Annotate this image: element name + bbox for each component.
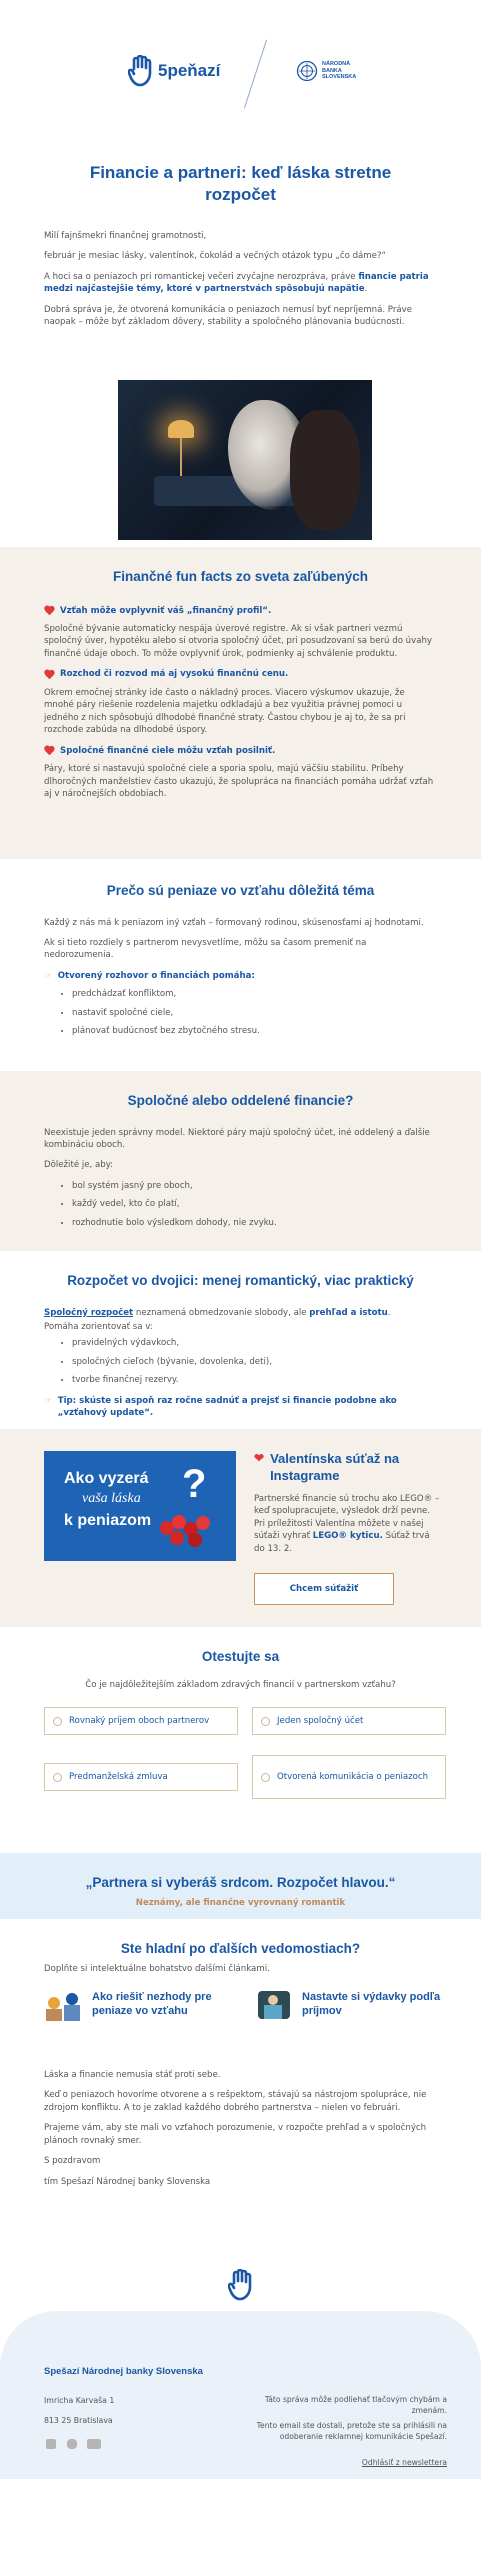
heart-icon <box>44 606 54 616</box>
radio-icon <box>261 1773 270 1782</box>
footer-notice-1: Táto správa môže podliehať tlačovým chybám a zmenám. <box>264 2395 447 2415</box>
quiz-section <box>0 1627 481 1853</box>
footer-org: Spešazí Národnej banky Slovenska <box>44 2366 203 2377</box>
nbs-emblem-icon <box>296 60 318 82</box>
quiz-question: Čo je najdôležitejším základom zdravých financií v partnerskom vzťahu? <box>85 1680 396 1690</box>
budget-section: Rozpočet vo dvojici: menej romantický, viac praktický Spoločný rozpočet neznamená obmedzovanie slobody, ale prehľad a istotu. Pomáha zorientovať sa v: • pravidelných výdavkoch, • spoločných cieľoch (bývanie, dovolenka, deti), • tvorbe finančnej rezervy. ☞ Tip: skúste si aspoň raz ročne sadnúť a prejsť si financie podobne ako „vzťahový update“. <box>0 1251 481 1429</box>
why-section: Prečo sú peniaze vo vzťahu dôležitá téma Každý z nás má k peniazom iný vzťah – formovaný rodinou, skúsenosťami aj hodnotami. Ak si tieto rozdiely s partnerom nevysvetlíme, môžu sa časom premeniť na nedorozumenia. ☞ Otvorený rozhovor o financiách pomáha: • predchádzať konfliktom, • nastaviť spoločné ciele, • plánovať budúcnosť bez zbytočného stresu. <box>0 859 481 1071</box>
contest-button[interactable]: Chcem súťažiť <box>254 1573 394 1605</box>
radio-icon <box>53 1717 62 1726</box>
why-title: Prečo sú peniaze vo vzťahu dôležitá téma <box>106 883 375 898</box>
heart-icon <box>44 670 54 680</box>
love-letter-icon: ❤ <box>254 1451 265 1465</box>
couple-arguing-icon <box>44 1985 84 2023</box>
banner-question-mark: ? <box>182 1462 207 1506</box>
hand-icon <box>228 2269 254 2301</box>
intro-p2: A hoci sa o peniazoch pri romantickej večeri zvyčajne nerozpráva, práve financie patria medzi najčastejšie témy, ktoré v partnerstvách spôsobujú napätie. <box>44 271 429 295</box>
joint-title: Spoločné alebo oddelené financie? <box>127 1093 354 1108</box>
footer-logo <box>0 2257 481 2311</box>
joint-list: • bol systém jasný pre oboch, • každý vedel, kto čo platí, • rozhodnutie bolo výsledkom dohody, nie zvyku. <box>44 1180 437 1229</box>
heart-icon <box>44 746 54 756</box>
contest-title: ❤ Valentínska súťaž na Instagrame <box>254 1451 400 1483</box>
intro-p3: Dobrá správa je, že otvorená komunikácia o peniazoch nemusí byť nepríjemná. Práve naopak – môže byť základom dôvery, stability a spoločného plánovania budúcnosti. <box>44 304 413 328</box>
fact-item: Vzťah môže ovplyvniť váš „finančný profil“. Spoločné bývanie automaticky nespája úverové registre. Ak si však partneri vezmú spoločný úver, hypotéku alebo si otvoria spoločný účet, pri posudzovaní sa berú do úvahy finančné údaje oboch. To môže ovplyvniť úrok, podmienky aj schválenie produktu. <box>44 605 433 659</box>
fact-item: Spoločné finančné ciele môžu vzťah posilniť. Páry, ktoré si nastavujú spoločné ciele a sporia spolu, majú väčšiu stabilitu. Príbehy dlhoročných manželstiev často ukazujú, že spolupráca na financiách pomáha udržať vzťah aj v náročnejších obdobiach. <box>44 745 434 799</box>
hand-pointing-icon: ☞ <box>44 1395 52 1406</box>
more-subtitle: Doplňte si intelektuálne bohatstvo ďalšími článkami. <box>44 1964 270 1974</box>
header-divider <box>244 40 267 109</box>
contest-section <box>0 1429 481 1627</box>
page-title: Financie a partneri: keď láska stretne rozpočet <box>89 163 392 205</box>
radio-icon <box>53 1773 62 1782</box>
radio-icon <box>261 1717 270 1726</box>
hero-image <box>0 352 481 547</box>
nbs-logo[interactable] <box>296 60 356 82</box>
greeting: Milí fajnšmekri finančnej gramotnosti, <box>44 231 207 241</box>
quote-author: Neznámy, ale finančne vyrovnaný romantik <box>135 1897 346 1908</box>
budget-title: Rozpočet vo dvojici: menej romantický, viac praktický <box>67 1273 414 1288</box>
contest-desc: Partnerské financie sú trochu ako LEGO® – keď spolupracujete, výsledok drží pevne. Pri príležitosti Valentína môžete v našej súťaži vyhrať LEGO® kyticu. Súťaž trvá do 13. 2. <box>254 1493 440 1554</box>
more-title: Ste hladní po ďalších vedomostiach? <box>120 1941 361 1956</box>
contest-text <box>254 1451 440 1563</box>
budget-list: • pravidelných výdavkoch, • spoločných cieľoch (bývanie, dovolenka, deti), • tvorbe finančnej rezervy. <box>44 1337 437 1386</box>
more-section <box>0 1919 481 2061</box>
quiz-option[interactable]: Jeden spoločný účet <box>252 1707 446 1735</box>
article-title: Nastavte si výdavky podľa príjmov <box>302 1990 441 2017</box>
banner-line-2: vaša láska <box>82 1491 141 1506</box>
intro <box>0 222 481 352</box>
unsubscribe-link[interactable]: Odhlásiť z newslettera <box>361 2458 447 2467</box>
article-card[interactable] <box>44 1985 244 2023</box>
brand-logo-text: 5peňazí <box>158 60 221 80</box>
instagram-icon[interactable] <box>67 2439 77 2449</box>
why-list: • predchádzať konfliktom, • nastaviť spoločné ciele, • plánovať budúcnosť bez zbytočného stresu. <box>44 988 437 1037</box>
quote-text: „Partnera si vyberáš srdcom. Rozpočet hlavou.“ <box>85 1875 396 1890</box>
banner-line-1: Ako vyzerá <box>64 1470 149 1487</box>
facebook-icon[interactable] <box>46 2439 56 2449</box>
hand-pointing-icon: ☞ <box>44 970 52 981</box>
quiz-option[interactable]: Rovnaký príjem oboch partnerov <box>44 1707 238 1735</box>
rose-bouquet-icon <box>156 1513 218 1553</box>
quiz-option[interactable]: Otvorená komunikácia o peniazoch <box>252 1755 446 1799</box>
closing-section: Láska a financie nemusia stáť proti sebe. Keď o peniazoch hovoríme otvorene a s rešpektom, stávajú sa nástrojom spolupráce, nie zdrojom konfliktu. A to je zaklad každého dobrého partnerstva – nielen vo februári. Prajeme vám, aby ste mali vo vzťahoch porozumenie, v rozpočte prehľad a v spoločných plánoch rovnaký smer. S pozdravom tím Spešazí Národnej banky Slovenska <box>44 2070 427 2187</box>
banner-line-3: k peniazom <box>64 1512 152 1529</box>
footer-social <box>46 2439 109 2453</box>
fun-facts-section <box>0 547 481 859</box>
nbs-logo-text: NÁRODNÁ BANKA SLOVENSKA <box>322 60 357 81</box>
joint-budget-link[interactable]: Spoločný rozpočet <box>44 1307 134 1318</box>
brand-logo[interactable] <box>128 55 220 87</box>
fact-item: Rozchod či rozvod má aj vysokú finančnú cenu. Okrem emočnej stránky ide často o nákladný proces. Viacero výskumov ukazuje, že mnohé páry riešenie rozdelenia majetku odkladajú a bez využitia právnej pomoci u jedného z nich spôsobujú dlhodobé finančné straty. Častou chybou je aj to, že sa pri rozchode zabúda na dlhodobé úspory. <box>44 669 406 736</box>
quiz-option[interactable]: Predmanželská zmluva <box>44 1763 238 1791</box>
header <box>0 0 481 160</box>
quote-section <box>0 1853 481 1919</box>
joint-finances-section: Spoločné alebo oddelené financie? Neexistuje jeden správny model. Niektoré páry majú spoločný účet, iné oddelený a ďalšie kombináciu oboch. Dôležité je, aby: • bol systém jasný pre oboch, • každý vedel, kto čo platí, • rozhodnutie bolo výsledkom dohody, nie zvyku. <box>0 1071 481 1251</box>
article-title: Ako riešiť nezhody pre peniaze vo vzťahu <box>92 1990 212 2017</box>
article-card[interactable] <box>254 1985 450 2023</box>
youtube-icon[interactable] <box>87 2439 101 2449</box>
quiz-title: Otestujte sa <box>201 1649 280 1664</box>
footer-notice-2: Tento email ste dostali, pretože ste sa prihlásili na odoberanie reklamnej komunikácie Spešazí. <box>256 2421 447 2441</box>
footer <box>0 2311 481 2479</box>
fun-facts-title: Finančné fun facts zo sveta zaľúbených <box>112 569 368 584</box>
hand-icon <box>128 55 154 87</box>
footer-address-1: Imricha Karvaša 1 <box>44 2396 115 2405</box>
person-money-icon <box>254 1985 294 2023</box>
footer-address-2: 813 25 Bratislava <box>44 2416 113 2425</box>
intro-p1: február je mesiac lásky, valentínok, čokolád a večných otázok typu „čo dáme?“ <box>44 251 386 262</box>
contest-banner[interactable] <box>44 1451 236 1561</box>
